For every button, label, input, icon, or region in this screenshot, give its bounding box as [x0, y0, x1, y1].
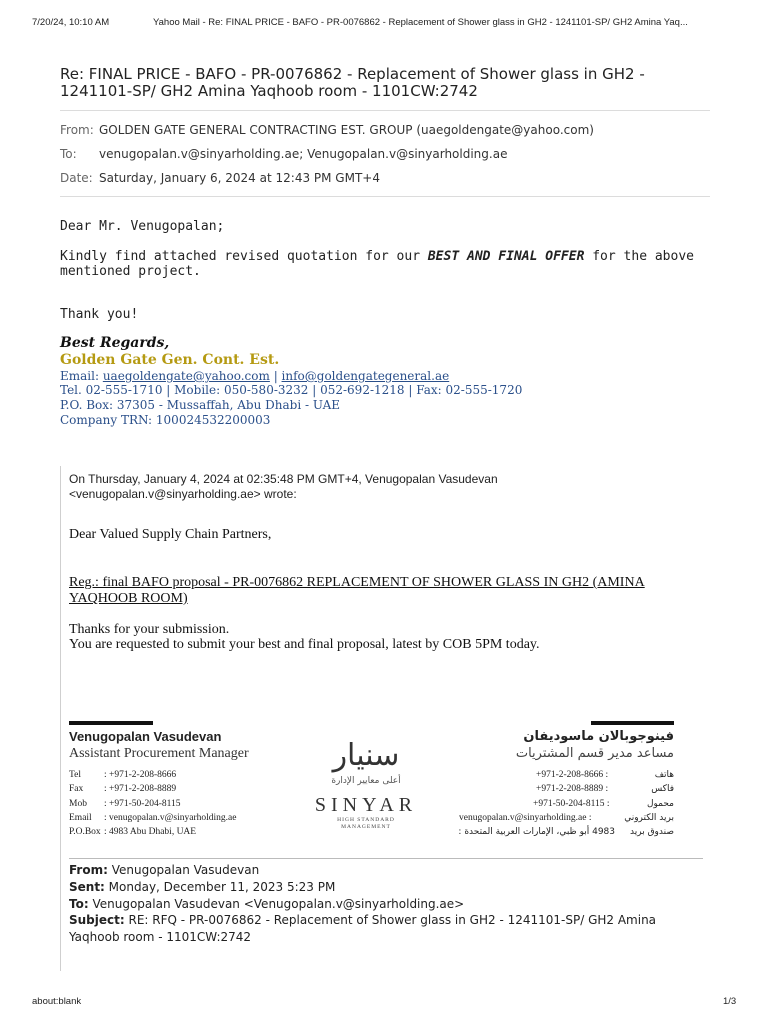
company-name: Golden Gate Gen. Cont. Est. — [60, 352, 280, 368]
print-datetime: 7/20/24, 10:10 AM — [32, 17, 110, 28]
separator: | — [269, 369, 282, 383]
fwd-sent-label: Sent: — [69, 880, 105, 894]
card-row-label: Tel — [69, 770, 81, 780]
sinyar-logo-sub2: MANAGEMENT — [341, 824, 391, 830]
card-ar-value: +971-50-204-8115 : — [533, 799, 610, 809]
card-row-label: Mob — [69, 799, 87, 809]
signature-trn: Company TRN: 100024532200003 — [60, 413, 271, 427]
card-row-value: : +971-2-208-8889 — [104, 784, 177, 794]
signature-email-line — [60, 369, 449, 383]
card-row-value: : +971-2-208-8666 — [104, 770, 177, 780]
card-row-label: Fax — [69, 784, 84, 794]
signature-pobox: P.O. Box: 37305 - Mussaffah, Abu Dhabi - UAE — [60, 398, 341, 412]
fwd-from-value: Venugopalan Vasudevan — [107, 863, 260, 877]
email-link-info[interactable]: info@goldengategeneral.ae — [281, 369, 450, 383]
greeting: Dear Mr. Venugopalan; — [60, 219, 225, 234]
fwd-subject-label: Subject: — [69, 913, 125, 927]
card-ar-label: محمول — [646, 799, 674, 809]
card-row-value: : venugopalan.v@sinyarholding.ae — [104, 813, 237, 823]
print-footer-url: about:blank — [32, 996, 82, 1007]
card-row-value: : +971-50-204-8115 — [104, 799, 181, 809]
thank-you: Thank you! — [60, 307, 139, 322]
card-row-value: : 4983 Abu Dhabi, UAE — [104, 827, 197, 837]
fwd-to-label: To: — [69, 897, 89, 911]
email-subject: Re: FINAL PRICE - BAFO - PR-0076862 - Replacement of Shower glass in GH2 - 1241101-SP/ GH2 Amina Yaqhoob room - 1101CW:2742 — [60, 65, 645, 100]
card-row-label: Email — [69, 813, 92, 823]
card-ar-value: 4983 أبو ظبي، الإمارات العربية المتحدة : — [458, 827, 615, 837]
card-ar-value: +971-2-208-8666 : — [536, 770, 609, 780]
quote-header-line2: <venugopalan.v@sinyarholding.ae> wrote: — [69, 487, 297, 501]
message-text-end: for the above mentioned project. — [60, 249, 694, 279]
card-divider — [69, 858, 703, 859]
card-ar-label: بريد الكتروني — [624, 813, 674, 823]
fwd-subject-value: RE: RFQ - PR-0076862 - Replacement of Shower glass in GH2 - 1241101-SP/ GH2 Amina Yaqhoob room - 1101CW:2742 — [69, 913, 657, 944]
from-label: From: — [60, 123, 94, 137]
quote-reg: Reg.: final BAFO proposal - PR-0076862 REPLACEMENT OF SHOWER GLASS IN GH2 (AMINA YAQHOOB ROOM) — [69, 575, 645, 606]
card-name: Venugopalan Vasudevan — [69, 729, 222, 744]
quote-request: You are requested to submit your best and final proposal, latest by COB 5PM today. — [69, 637, 540, 652]
from-value: GOLDEN GATE GENERAL CONTRACTING EST. GROUP (uaegoldengate@yahoo.com) — [99, 123, 594, 137]
fwd-sent-value: Monday, December 11, 2023 5:23 PM — [104, 880, 336, 894]
fwd-from-label: From: — [69, 863, 108, 877]
quote-thanks: Thanks for your submission. — [69, 622, 230, 637]
card-ar-title: مساعد مدير قسم المشتريات — [515, 746, 674, 761]
quote-header-line1: On Thursday, January 4, 2024 at 02:35:48 PM GMT+4, Venugopalan Vasudevan — [69, 472, 498, 486]
card-bar-right — [591, 721, 674, 725]
message-paragraph — [60, 249, 710, 279]
quote-salutation: Dear Valued Supply Chain Partners, — [69, 527, 272, 542]
card-ar-label: صندوق بريد — [630, 827, 674, 837]
email-label: Email: — [60, 369, 103, 383]
sinyar-logo-sub1: HIGH STANDARD — [337, 817, 395, 823]
card-title: Assistant Procurement Manager — [69, 746, 249, 761]
quote-bar — [60, 466, 61, 971]
fwd-to — [69, 896, 464, 913]
sinyar-logo-english: SINYAR — [314, 794, 418, 816]
card-row-label: P.O.Box — [69, 827, 101, 837]
fwd-sent — [69, 879, 335, 896]
card-bar-left — [69, 721, 153, 725]
email-link-yahoo[interactable]: uaegoldengate@yahoo.com — [102, 369, 270, 383]
card-ar-name: فينوجوبالان ماسوديفان — [523, 729, 674, 744]
card-ar-label: هاتف — [654, 770, 674, 780]
fwd-to-value: Venugopalan Vasudevan <Venugopalan.v@sinyarholding.ae> — [88, 897, 465, 911]
card-ar-value: venugopalan.v@sinyarholding.ae : — [459, 813, 592, 823]
message-text: Kindly find attached revised quotation for our — [60, 249, 428, 264]
to-value: venugopalan.v@sinyarholding.ae; Venugopalan.v@sinyarholding.ae — [99, 147, 508, 161]
date-value: Saturday, January 6, 2024 at 12:43 PM GMT+4 — [99, 171, 380, 185]
card-ar-label: فاكس — [651, 784, 674, 794]
signature-tel: Tel. 02-555-1710 | Mobile: 050-580-3232 | 052-692-1218 | Fax: 02-555-1720 — [60, 383, 523, 397]
sinyar-logo-arabic: سنيار — [332, 738, 400, 773]
divider — [60, 196, 710, 197]
sinyar-logo-arabic-sub: أعلى معايير الإدارة — [331, 776, 401, 786]
to-label: To: — [60, 147, 77, 161]
fwd-subject — [69, 912, 699, 946]
best-final-offer: BEST AND FINAL OFFER — [427, 249, 585, 264]
card-ar-value: +971-2-208-8889 : — [536, 784, 609, 794]
divider — [60, 110, 710, 111]
print-footer-page: 1/3 — [723, 996, 737, 1007]
best-regards: Best Regards, — [60, 335, 170, 351]
date-label: Date: — [60, 171, 93, 185]
fwd-from — [69, 862, 259, 879]
print-title: Yahoo Mail - Re: FINAL PRICE - BAFO - PR-0076862 - Replacement of Shower glass in GH2 - 1241101-SP/ GH2 Amina Yaq... — [153, 17, 688, 28]
